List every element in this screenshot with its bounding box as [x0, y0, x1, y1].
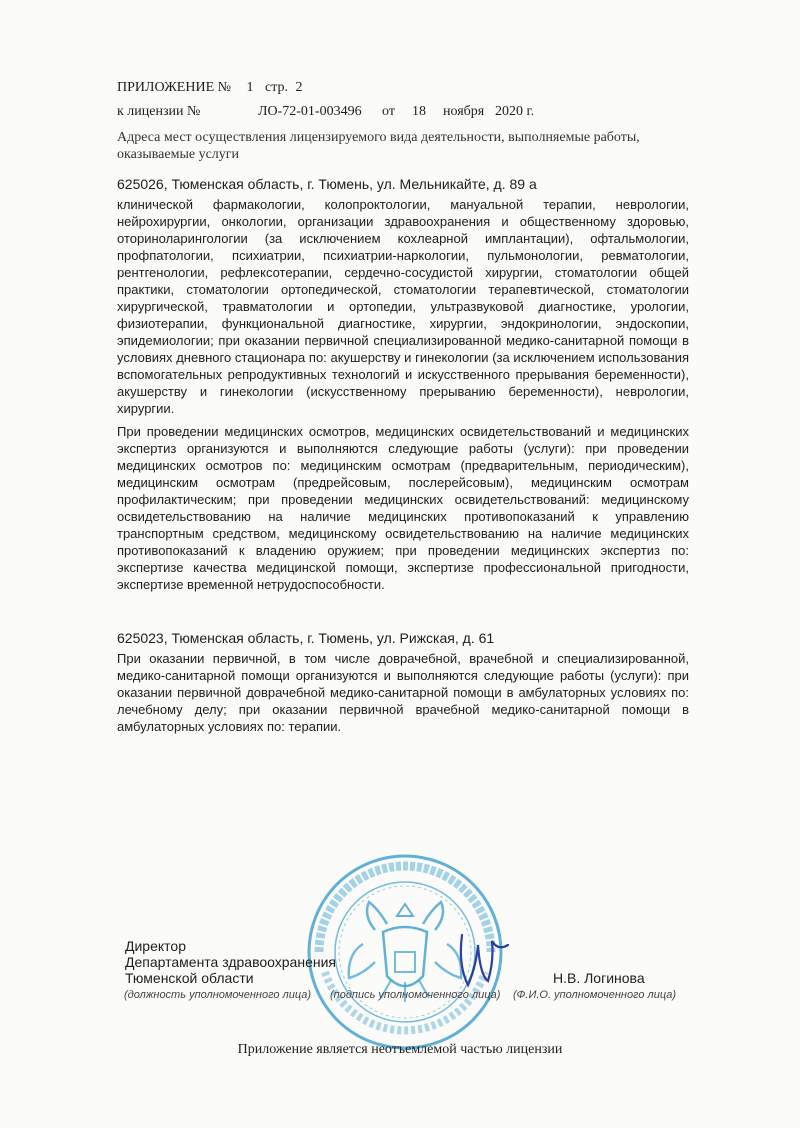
position-line-1: Директор — [125, 938, 186, 954]
date-day: 18 — [412, 104, 426, 119]
intro-text: Адреса мест осуществления лицензируемого вида деятельности, выполняемые работы, оказываемые услуги — [117, 130, 640, 162]
position-line-3: Тюменской области — [125, 970, 254, 986]
license-number: ЛО-72-01-003496 — [258, 104, 362, 119]
caption-signature: (подпись уполномоченного лица) — [330, 989, 501, 1001]
footer-note: Приложение является неотъемлемой частью лицензии — [237, 1042, 563, 1057]
date-month: ноября — [443, 104, 485, 119]
page-label: стр. — [265, 80, 289, 95]
caption-position: (должность уполномоченного лица) — [124, 989, 312, 1001]
address1-paragraph-2: При проведении медицинских осмотров, медицинских освидетельствований и медицинских экспертиз организуются и выполняются следующие работы (услуги): при проведении медицинских осмотров по: медицинским осмотрам (предварительным, периодическим), медицинским осмотрам (предрейсовым, послерейсовым), медицинским осмотрам профилактическим; при проведении медицинских освидетельствований: медицинскому освидетельствованию на наличие медицинских противопоказаний к управлению транспортным средством, медицинскому освидетельствованию на наличие медицинских противопоказаний к владению оружием; при проведении медицинских экспертиз по: экспертизе качества медицинской помощи, экспертизе профессиональной пригодности, экспертизе временной нетрудоспособности. — [117, 424, 689, 592]
page-number: 2 — [295, 80, 303, 95]
address-line-1: 625026, Тюменская область, г. Тюмень, ул. Мельникайте, д. 89 а — [117, 176, 537, 192]
appendix-number: 1 — [246, 80, 254, 95]
signatory-name: Н.В. Логинова — [553, 970, 645, 986]
caption-name: (Ф.И.О. уполномоченного лица) — [513, 989, 677, 1001]
date-from: от — [382, 104, 395, 119]
license-label: к лицензии № — [117, 104, 201, 119]
address-line-2: 625023, Тюменская область, г. Тюмень, ул. Рижская, д. 61 — [117, 630, 495, 646]
position-line-2: Департамента здравоохранения — [125, 954, 336, 970]
address1-paragraph-1: клинической фармакологии, колопроктологии, мануальной терапии, неврологии, нейрохирургии, онкологии, организации здравоохранения и общественному здоровью, оториноларингологии (за исключением кохлеарной имплантации), офтальмологии, профпатологии, психиатрии, психиатрии-наркологии, пульмонологии, ревматологии, рентгенологии, рефлексотерапии, сердечно-сосудистой хирургии, стоматологии общей практики, стоматологии ортопедической, стоматологии терапевтической, стоматологии хирургической, травматологии и ортопедии, ультразвуковой диагностике, урологии, физиотерапии, функциональной диагностике, хирургии, эндокринологии, эндоскопии, эпидемиологии; при оказании первичной специализированной медико-санитарной помощи в условиях дневного стационара по: акушерству и гинекологии (за исключением использования вспомогательных репродуктивных технологий и искусственного прерывания беременности), акушерству и гинекологии (искусственному прерыванию беременности), неврологии, хирургии. — [117, 197, 689, 416]
appendix-label: ПРИЛОЖЕНИЕ № — [117, 80, 231, 95]
signatory-position — [125, 938, 336, 986]
appendix-heading — [117, 80, 303, 96]
date-year: 2020 г. — [495, 104, 535, 119]
address2-paragraph-1: При оказании первичной, в том числе доврачебной, врачебной и специализированной, медико-санитарной помощи организуются и выполняются следующие работы (услуги): при оказании первичной доврачебной медико-санитарной помощи в амбулаторных условиях по: лечебному делу; при оказании первичной врачебной медико-санитарной помощи в амбулаторных условиях по: терапии. — [117, 651, 689, 734]
